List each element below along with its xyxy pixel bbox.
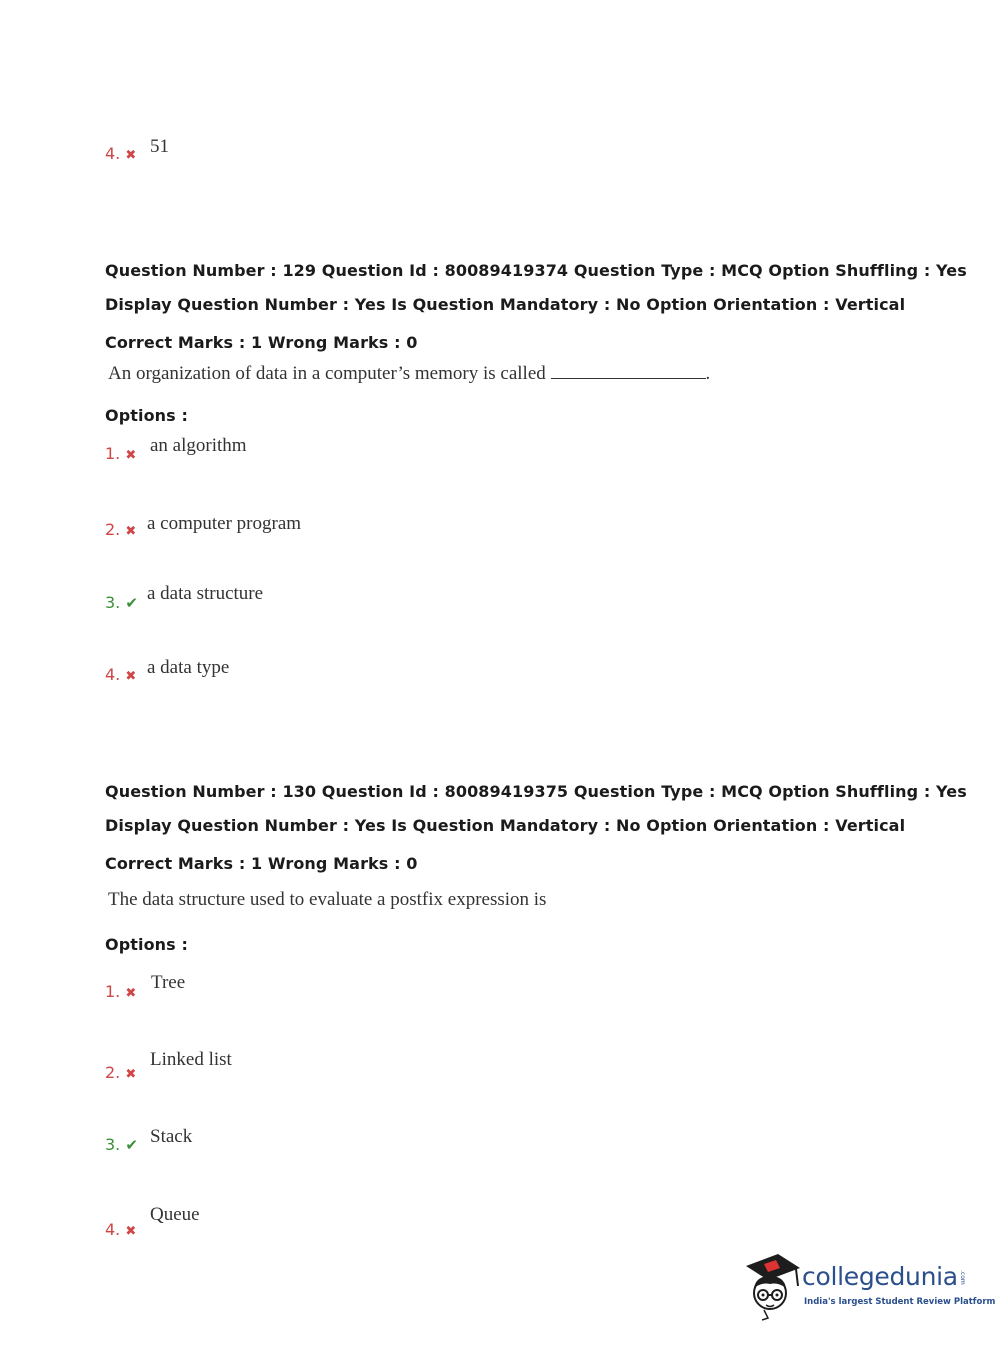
check-mark-icon: ✔ [125, 594, 138, 612]
option-number: 2. ✖ [105, 1063, 137, 1082]
wrong-mark-icon: ✖ [125, 1067, 137, 1082]
option-number: 1. ✖ [105, 444, 137, 463]
question-text: The data structure used to evaluate a postfix expression is [108, 889, 547, 910]
option-text: Linked list [150, 1049, 232, 1070]
logo-brand-text: collegedunia [802, 1262, 958, 1291]
option-text: a data structure [147, 583, 264, 604]
mascot-icon [742, 1248, 804, 1323]
option-text: a data type [147, 657, 230, 678]
question-meta-line2: Display Question Number : Yes Is Question Mandatory : No Option Orientation : Vertical [105, 816, 906, 835]
option-number: 2. ✖ [105, 520, 137, 539]
question-marks: Correct Marks : 1 Wrong Marks : 0 [105, 333, 418, 352]
option-number: 4. ✖ [105, 1220, 137, 1239]
wrong-mark-icon: ✖ [125, 148, 137, 163]
wrong-mark-icon: ✖ [125, 524, 137, 539]
option-text: an algorithm [150, 435, 247, 456]
wrong-mark-icon: ✖ [125, 986, 137, 1001]
options-label: Options : [105, 406, 188, 425]
option-number: 3. ✔ [105, 1135, 138, 1154]
answer-blank [551, 362, 706, 379]
logo-tagline: India's largest Student Review Platform [804, 1297, 996, 1307]
option-text: Tree [151, 972, 186, 993]
option-text: a computer program [147, 513, 302, 534]
logo-suffix-text: .com [959, 1270, 966, 1285]
question-meta-line1: Question Number : 129 Question Id : 80089419374 Question Type : MCQ Option Shuffling : Yes [105, 261, 967, 280]
wrong-mark-icon: ✖ [125, 669, 137, 684]
wrong-mark-icon: ✖ [125, 448, 137, 463]
question-text: An organization of data in a computer’s memory is called . [108, 363, 711, 384]
option-number: 4. ✖ [105, 665, 137, 684]
option-number: 4. ✖ [105, 144, 137, 163]
question-marks: Correct Marks : 1 Wrong Marks : 0 [105, 854, 418, 873]
option-text: 51 [150, 136, 169, 157]
option-text: Stack [150, 1126, 193, 1147]
question-meta-line2: Display Question Number : Yes Is Question Mandatory : No Option Orientation : Vertical [105, 295, 906, 314]
wrong-mark-icon: ✖ [125, 1224, 137, 1239]
check-mark-icon: ✔ [125, 1136, 138, 1154]
question-meta-line1: Question Number : 130 Question Id : 80089419375 Question Type : MCQ Option Shuffling : Yes [105, 782, 967, 801]
option-number: 3. ✔ [105, 593, 138, 612]
options-label: Options : [105, 935, 188, 954]
collegedunia-logo [742, 1248, 996, 1323]
option-text: Queue [150, 1204, 200, 1225]
option-number: 1. ✖ [105, 982, 137, 1001]
